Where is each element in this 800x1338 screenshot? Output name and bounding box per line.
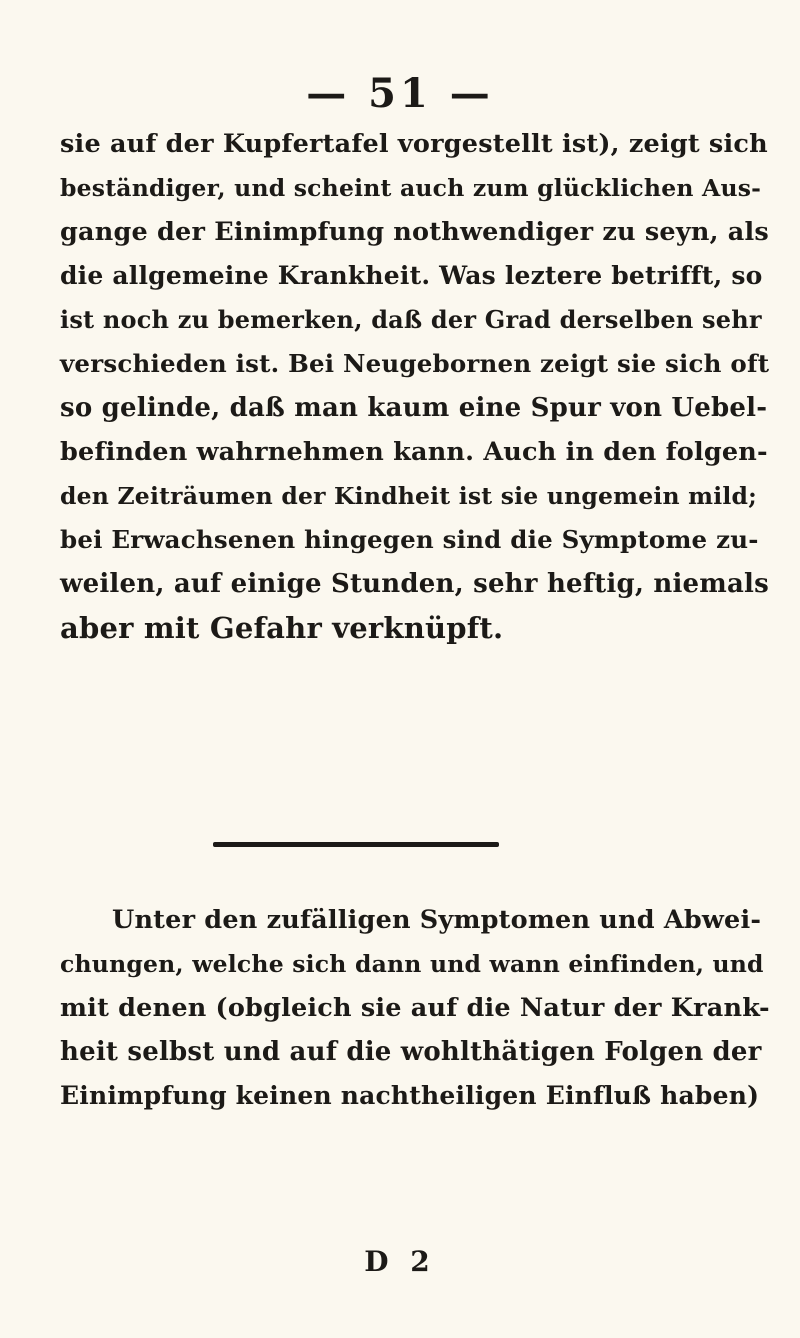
text-line: chungen, welche sich dann und wann einfinden, und (60, 950, 764, 978)
paragraph-1 (60, 122, 770, 650)
text-line: so gelinde, daß man kaum eine Spur von Uebel- (60, 393, 768, 423)
text-line: den Zeiträumen der Kindheit ist sie ungemein mild; (60, 482, 758, 510)
signature-mark: D 2 (364, 1245, 436, 1278)
text-line: Unter den zufälligen Symptomen und Abwei- (112, 905, 762, 935)
text-line: aber mit Gefahr verknüpft. (60, 611, 504, 645)
text-line: die allgemeine Krankheit. Was leztere betrifft, so (60, 261, 763, 290)
text-line: Einimpfung keinen nachtheiligen Einfluß haben) (60, 1081, 760, 1110)
page-number-header: — 51 — (306, 70, 494, 117)
text-line: heit selbst und auf die wohlthätigen Folgen der (60, 1037, 762, 1067)
text-line: gange der Einimpfung nothwendiger zu seyn, als (60, 217, 769, 247)
text-line: ist noch zu bemerken, daß der Grad derselben sehr (60, 305, 762, 334)
text-line: beständiger, und scheint auch zum glücklichen Aus- (60, 174, 762, 202)
text-line: bei Erwachsenen hingegen sind die Symptome zu- (60, 525, 759, 554)
text-line: weilen, auf einige Stunden, sehr heftig, niemals (60, 569, 769, 599)
text-line: mit denen (obgleich sie auf die Natur der Krank- (60, 993, 770, 1023)
section-divider (213, 842, 499, 847)
text-line: befinden wahrnehmen kann. Auch in den folgen- (60, 437, 768, 467)
text-line: verschieden ist. Bei Neugebornen zeigt sie sich oft (60, 349, 770, 378)
text-line: sie auf der Kupfertafel vorgestellt ist), zeigt sich (60, 129, 768, 159)
paragraph-2 (60, 898, 770, 1118)
